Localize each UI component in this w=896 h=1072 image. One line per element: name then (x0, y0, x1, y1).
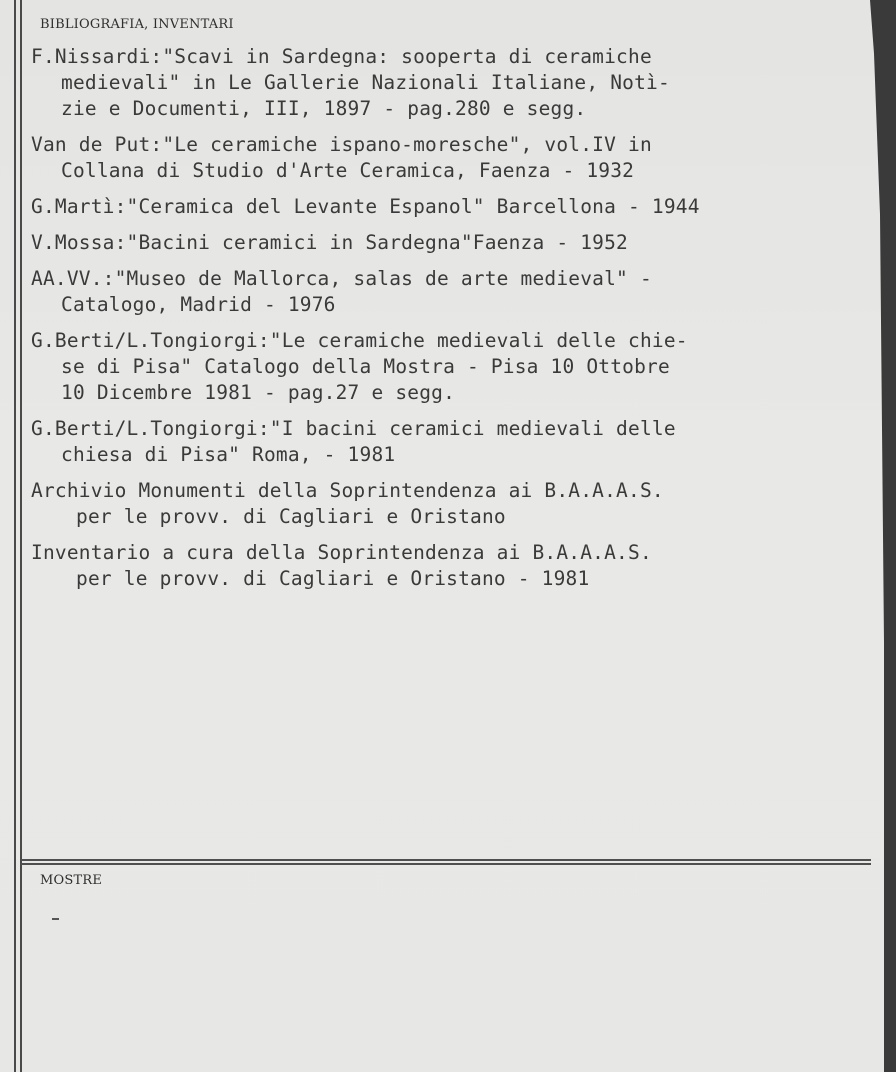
entry-line: Van de Put:"Le ceramiche ispano-moresche", vol.IV in (31, 133, 652, 156)
entry-line: AA.VV.:"Museo de Mallorca, salas de arte medieval" - (31, 267, 652, 290)
entry-line: per le provv. di Cagliari e Oristano - 1981 (76, 567, 590, 590)
section-heading-bibliografia: BIBLIOGRAFIA, INVENTARI (40, 17, 234, 32)
entry-line: chiesa di Pisa" Roma, - 1981 (61, 443, 396, 466)
entry-line: Inventario a cura della Soprintendenza ai B.A.A.A.S. (31, 541, 652, 564)
entry-line: G.Martì:"Ceramica del Levante Espanol" Barcellona - 1944 (31, 195, 700, 218)
entry-line: G.Berti/L.Tongiorgi:"Le ceramiche medievali delle chie- (31, 329, 688, 352)
entry-line: se di Pisa" Catalogo della Mostra - Pisa 10 Ottobre (61, 355, 670, 378)
entry-line: medievali" in Le Gallerie Nazionali Italiane, Notì- (61, 71, 670, 94)
bibliography-entry (31, 266, 871, 318)
entry-line: zie e Documenti, III, 1897 - pag.280 e segg. (61, 97, 587, 120)
section-divider-rule (21, 863, 871, 865)
bibliography-entry (31, 540, 871, 592)
bibliography-entry (31, 328, 871, 406)
section-divider-rule (21, 859, 871, 861)
bibliography-entry (31, 194, 871, 220)
entry-line: Collana di Studio d'Arte Ceramica, Faenza - 1932 (61, 159, 635, 182)
left-border-rule (20, 0, 22, 1072)
ink-mark (52, 918, 59, 920)
entry-line: F.Nissardi:"Scavi in Sardegna: sooperta di ceramiche (31, 45, 652, 68)
bibliography-entry (31, 478, 871, 530)
entry-line: per le provv. di Cagliari e Oristano (76, 505, 506, 528)
left-border-rule (14, 0, 16, 1072)
bibliography-entry (31, 230, 871, 256)
entry-line: G.Berti/L.Tongiorgi:"I bacini ceramici medievali delle (31, 417, 676, 440)
entry-line: V.Mossa:"Bacini ceramici in Sardegna"Faenza - 1952 (31, 231, 628, 254)
section-heading-mostre: MOSTRE (40, 873, 103, 888)
bibliography-entry (31, 132, 871, 184)
bibliography-entry (31, 416, 871, 468)
bibliography-entry (31, 44, 871, 122)
entry-line: 10 Dicembre 1981 - pag.27 e segg. (61, 381, 456, 404)
bibliography-list (31, 44, 871, 602)
entry-line: Archivio Monumenti della Soprintendenza ai B.A.A.A.S. (31, 479, 664, 502)
entry-line: Catalogo, Madrid - 1976 (61, 293, 336, 316)
